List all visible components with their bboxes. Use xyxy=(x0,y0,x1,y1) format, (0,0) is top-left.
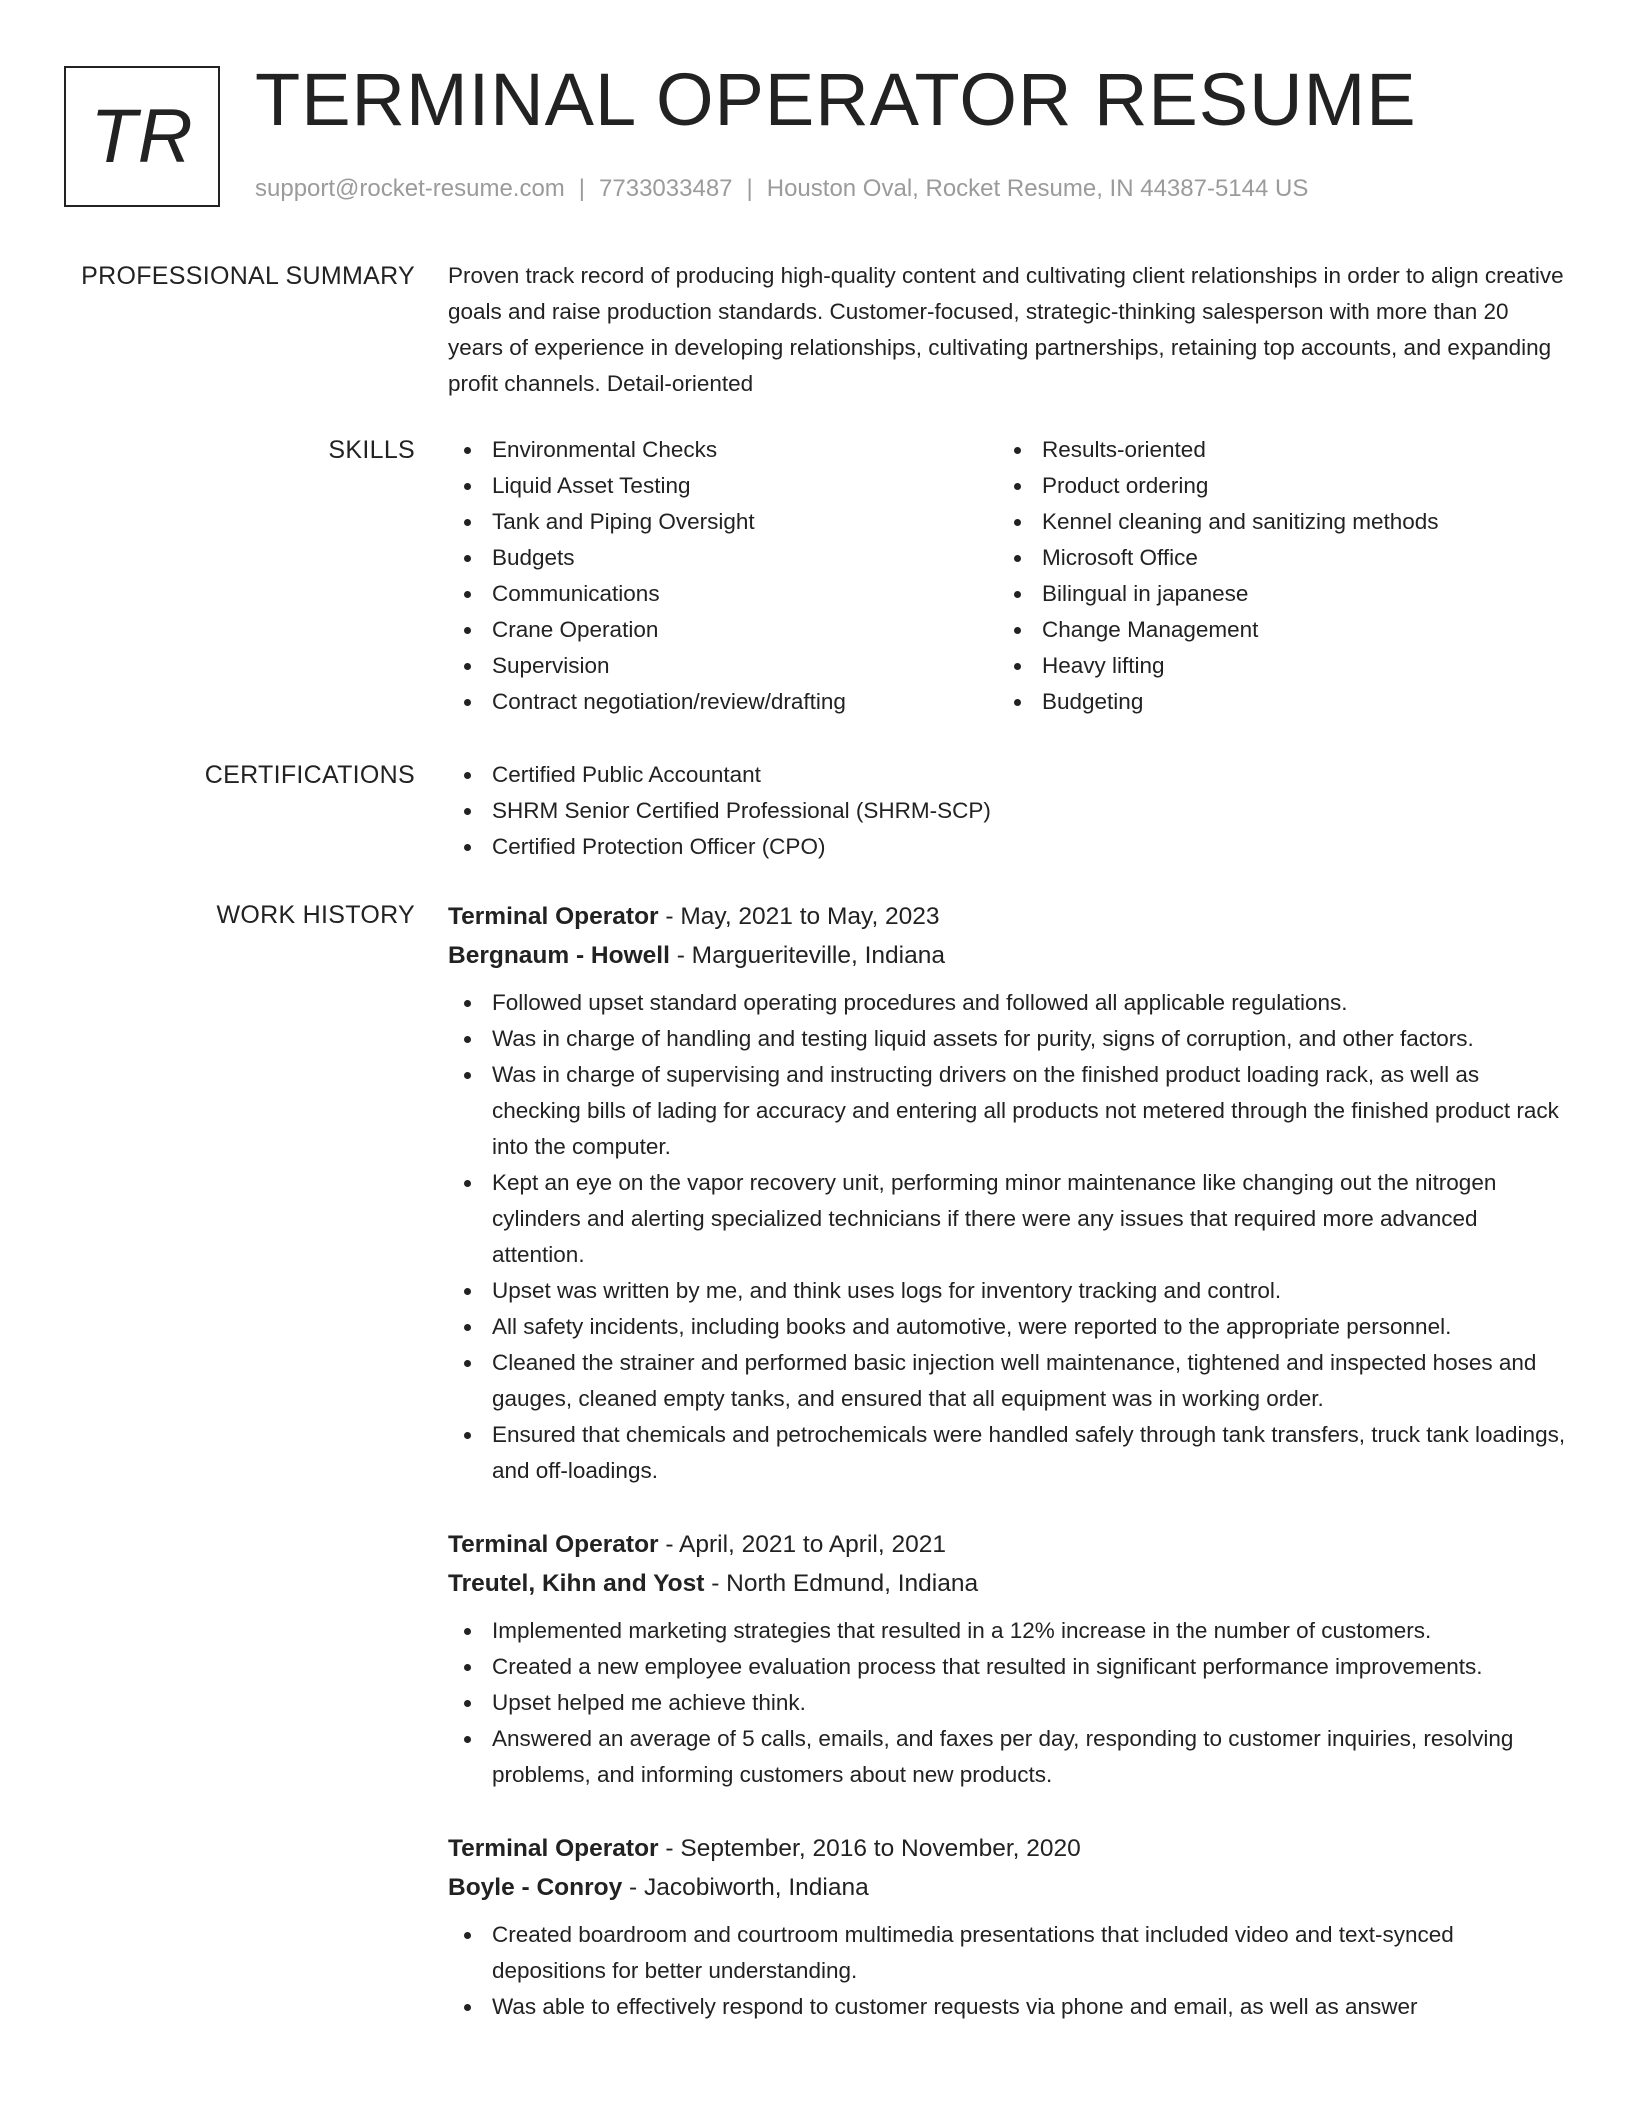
skill-item: Change Management xyxy=(998,612,1548,648)
job-company-line xyxy=(448,936,1568,975)
job-location: - Margueriteville, Indiana xyxy=(669,942,945,969)
job-bullet: Ensured that chemicals and petrochemicals were handled safely through tank transfers, truck tank loadings, and off-loadings. xyxy=(448,1417,1568,1489)
monogram: TR xyxy=(64,66,220,207)
job-bullet: Created a new employee evaluation process that resulted in significant performance improvements. xyxy=(448,1649,1568,1685)
skills-list-left xyxy=(448,432,998,720)
certifications-section xyxy=(64,757,1568,865)
job-bullet: Implemented marketing strategies that resulted in a 12% increase in the number of customers. xyxy=(448,1613,1568,1649)
contact-separator: | xyxy=(746,175,753,202)
job-title: Terminal Operator xyxy=(448,1531,659,1558)
resume-title: TERMINAL OPERATOR RESUME xyxy=(255,58,1417,141)
contact-address: Houston Oval, Rocket Resume, IN 44387-5144 US xyxy=(766,175,1309,202)
section-label-skills: SKILLS xyxy=(328,436,415,464)
contact-line xyxy=(255,175,1308,203)
job-location: - North Edmund, Indiana xyxy=(704,1570,979,1597)
skill-item: Budgets xyxy=(448,540,998,576)
section-label-certifications: CERTIFICATIONS xyxy=(204,761,415,789)
job-company-line xyxy=(448,1868,1568,1907)
job-company: Bergnaum - Howell xyxy=(448,942,670,969)
certification-item: Certified Public Accountant xyxy=(448,757,1568,793)
job-title-line xyxy=(448,1525,1568,1564)
skill-item: Supervision xyxy=(448,648,998,684)
skill-item: Heavy lifting xyxy=(998,648,1548,684)
certifications-list xyxy=(448,757,1568,865)
job-bullet: Was able to effectively respond to customer requests via phone and email, as well as answer xyxy=(448,1989,1568,2025)
job-company: Treutel, Kihn and Yost xyxy=(448,1570,705,1597)
job-bullets xyxy=(448,1613,1568,1793)
skill-item: Communications xyxy=(448,576,998,612)
job-bullet: Was in charge of supervising and instructing drivers on the finished product loading rack, as well as checking bills of lading for accuracy and entering all products not metered through the finished product rack into the computer. xyxy=(448,1057,1568,1165)
job-dates: - April, 2021 to April, 2021 xyxy=(658,1531,946,1558)
skill-item: Liquid Asset Testing xyxy=(448,468,998,504)
job-bullet: Answered an average of 5 calls, emails, and faxes per day, responding to customer inquiries, resolving problems, and informing customers about new products. xyxy=(448,1721,1568,1793)
skill-item: Crane Operation xyxy=(448,612,998,648)
skill-item: Environmental Checks xyxy=(448,432,998,468)
job-bullet: All safety incidents, including books and automotive, were reported to the appropriate personnel. xyxy=(448,1309,1568,1345)
job-company: Boyle - Conroy xyxy=(448,1874,623,1901)
skill-item: Results-oriented xyxy=(998,432,1548,468)
job-title-line xyxy=(448,1829,1568,1868)
certification-item: SHRM Senior Certified Professional (SHRM-SCP) xyxy=(448,793,1568,829)
skill-item: Product ordering xyxy=(998,468,1548,504)
work-history-content xyxy=(448,897,1568,2061)
skill-item: Kennel cleaning and sanitizing methods xyxy=(998,504,1548,540)
skill-item: Budgeting xyxy=(998,684,1548,720)
job-bullets xyxy=(448,1917,1568,2025)
job-entry xyxy=(448,897,1568,1489)
section-label-work-history: WORK HISTORY xyxy=(216,901,415,929)
summary-text: Proven track record of producing high-quality content and cultivating client relationships in order to align creative goals and raise production standards. Customer-focused, strategic-thinking salesperson with more than 20 years of experience in developing relationships, cultivating partnerships, retaining top accounts, and expanding profit channels. Detail-oriented xyxy=(448,263,1564,396)
job-bullets xyxy=(448,985,1568,1489)
contact-separator: | xyxy=(578,175,586,202)
summary-section xyxy=(64,258,1568,402)
job-bullet: Upset helped me achieve think. xyxy=(448,1685,1568,1721)
skill-item: Contract negotiation/review/drafting xyxy=(448,684,998,720)
job-bullet: Cleaned the strainer and performed basic injection well maintenance, tightened and inspected hoses and gauges, cleaned empty tanks, and ensured that all equipment was in working order. xyxy=(448,1345,1568,1417)
job-bullet: Created boardroom and courtroom multimedia presentations that included video and text-synced depositions for better understanding. xyxy=(448,1917,1568,1989)
skill-item: Bilingual in japanese xyxy=(998,576,1548,612)
certifications-content xyxy=(448,757,1568,865)
skills-list-right xyxy=(998,432,1548,720)
skill-item: Tank and Piping Oversight xyxy=(448,504,998,540)
job-title: Terminal Operator xyxy=(448,1835,659,1862)
skills-grid xyxy=(448,432,1568,720)
section-label-summary: PROFESSIONAL SUMMARY xyxy=(81,262,415,290)
job-bullet: Was in charge of handling and testing liquid assets for purity, signs of corruption, and other factors. xyxy=(448,1021,1568,1057)
job-bullet: Kept an eye on the vapor recovery unit, performing minor maintenance like changing out the nitrogen cylinders and alerting specialized technicians if there were any issues that required more advanced attention. xyxy=(448,1165,1568,1273)
contact-email: support@rocket-resume.com xyxy=(255,175,565,202)
job-bullet: Followed upset standard operating procedures and followed all applicable regulations. xyxy=(448,985,1568,1021)
job-entry xyxy=(448,1829,1568,2025)
job-bullet: Upset was written by me, and think uses logs for inventory tracking and control. xyxy=(448,1273,1568,1309)
work-history-section xyxy=(64,897,1568,2061)
certification-item: Certified Protection Officer (CPO) xyxy=(448,829,1568,865)
job-title-line xyxy=(448,897,1568,936)
job-company-line xyxy=(448,1564,1568,1603)
skill-item: Microsoft Office xyxy=(998,540,1548,576)
job-entry xyxy=(448,1525,1568,1793)
job-dates: - September, 2016 to November, 2020 xyxy=(658,1835,1081,1862)
job-location: - Jacobiworth, Indiana xyxy=(622,1874,869,1901)
contact-phone: 7733033487 xyxy=(599,175,733,202)
job-title: Terminal Operator xyxy=(448,903,659,930)
job-dates: - May, 2021 to May, 2023 xyxy=(658,903,940,930)
skills-section xyxy=(64,432,1568,720)
